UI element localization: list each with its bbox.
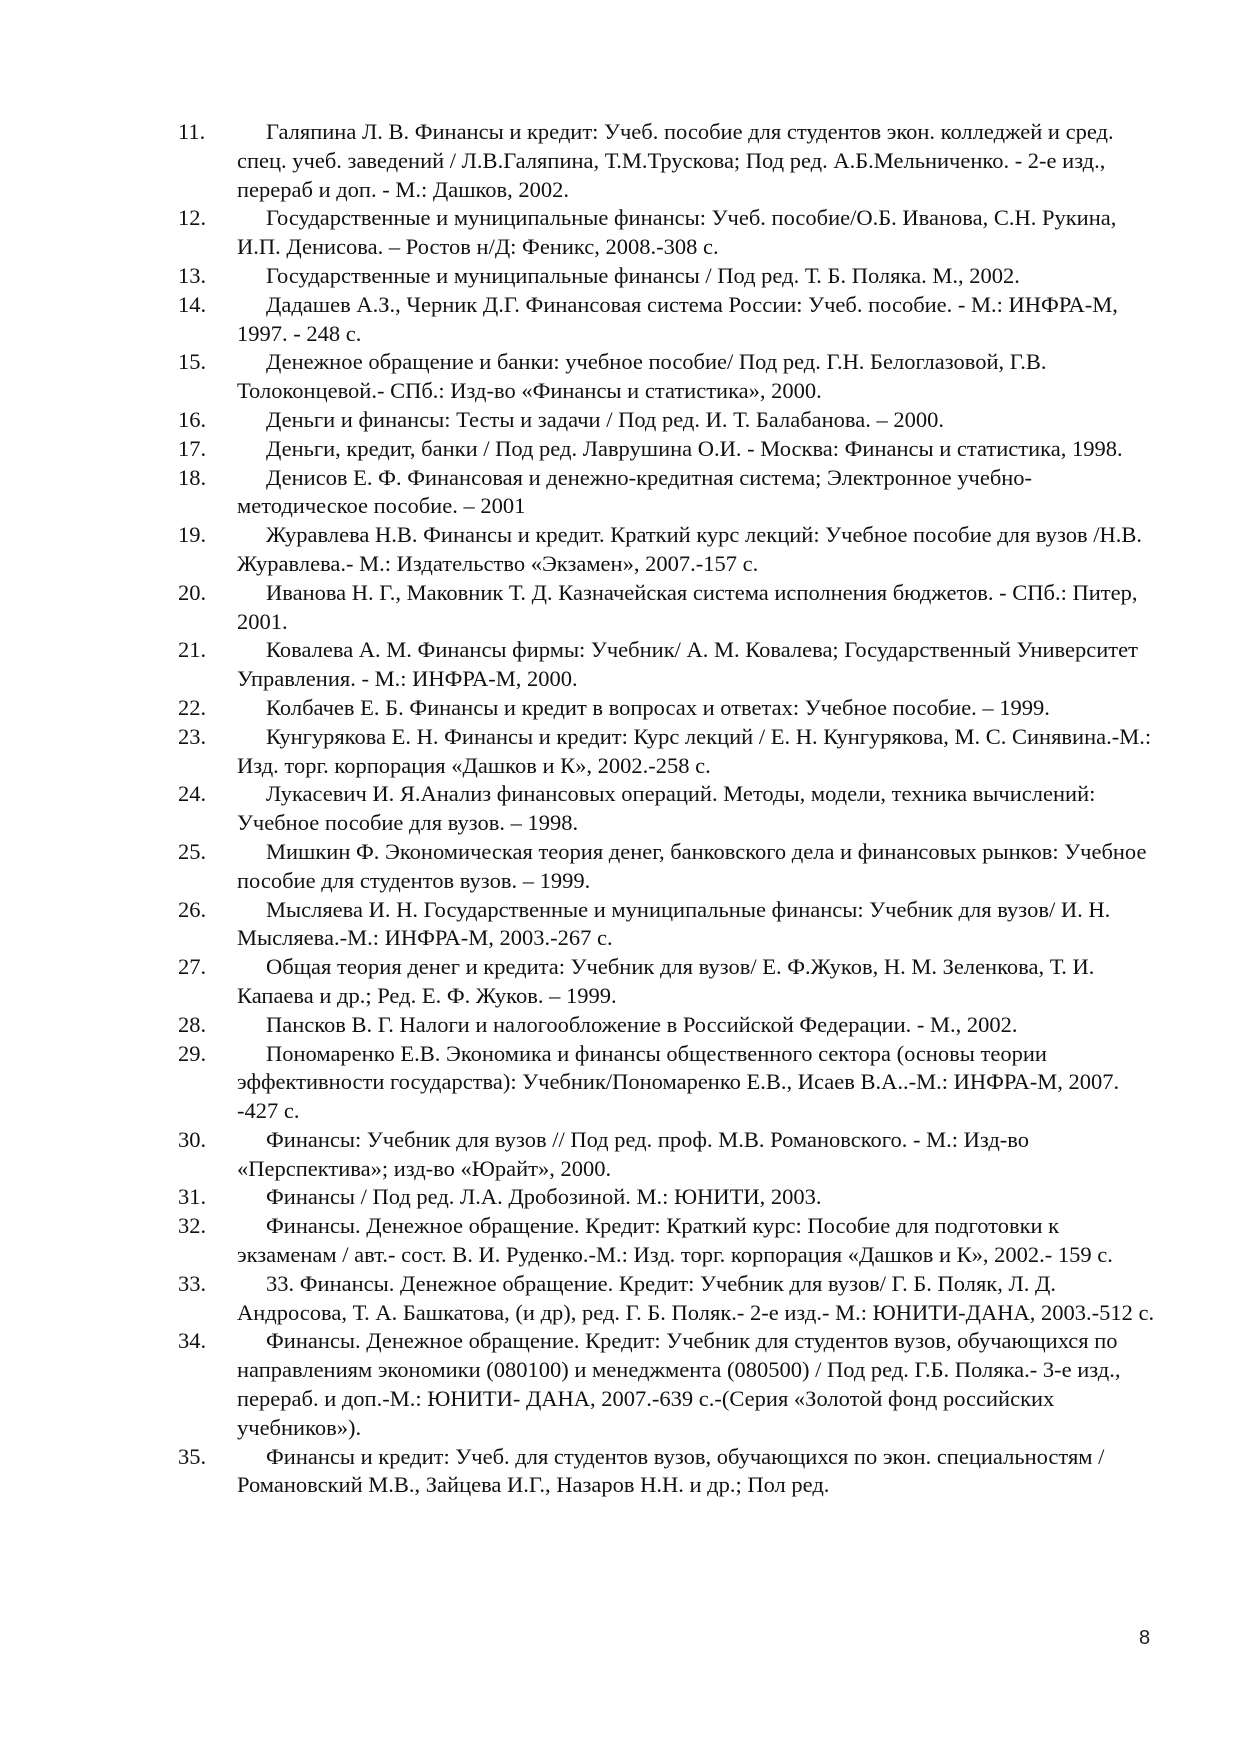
- bibliography-item: [178, 1126, 1160, 1184]
- item-text: Деньги и финансы: Тесты и задачи / Под ред. И. Т. Балабанова. – 2000.: [266, 406, 944, 432]
- bibliography-item: [178, 1212, 1160, 1270]
- item-text: Финансы. Денежное обращение. Кредит: Краткий курс: Пособие для подготовки к экзаменам / авт.- сост. В. И. Руденко.-М.: Изд. торг. корпорация «Дашков и К», 2002.- 159 с.: [237, 1213, 1113, 1268]
- bibliography-item: [178, 1270, 1160, 1328]
- item-number: 20.: [178, 579, 207, 605]
- item-number: 29.: [178, 1040, 207, 1066]
- item-text: Ковалева А. М. Финансы фирмы: Учебник/ А. М. Ковалева; Государственный Университет Управления. - М.: ИНФРА-М, 2000.: [237, 637, 1138, 692]
- item-number: 12.: [178, 205, 207, 231]
- bibliography-item: [178, 1040, 1160, 1126]
- bibliography-item: [178, 1183, 1160, 1212]
- item-number: 26.: [178, 896, 207, 922]
- item-text: Журавлева Н.В. Финансы и кредит. Краткий курс лекций: Учебное пособие для вузов /Н.В. Журавлева.- М.: Издательство «Экзамен», 2007.-157 с.: [237, 522, 1143, 576]
- item-number: 25.: [178, 838, 207, 864]
- bibliography-item: [178, 435, 1160, 464]
- item-number: 13.: [178, 262, 207, 288]
- item-text: Пансков В. Г. Налоги и налогообложение в Российской Федерации. - М., 2002.: [266, 1011, 1018, 1037]
- item-number: 28.: [178, 1011, 207, 1037]
- item-number: 16.: [178, 406, 207, 432]
- item-number: 11.: [178, 119, 206, 144]
- bibliography-item: [178, 694, 1160, 723]
- item-number: 22.: [178, 694, 207, 720]
- item-text: Лукасевич И. Я.Анализ финансовых операций. Методы, модели, техника вычислений: Учебное пособие для вузов. – 1998.: [237, 781, 1096, 836]
- bibliography-item: [178, 118, 1160, 204]
- bibliography-item: [178, 1443, 1160, 1501]
- bibliography-item: [178, 204, 1160, 262]
- item-number: 15.: [178, 349, 207, 375]
- bibliography-item: [178, 1011, 1160, 1040]
- item-number: 35.: [178, 1443, 207, 1469]
- item-number: 30.: [178, 1126, 207, 1152]
- item-number: 21.: [178, 637, 207, 663]
- item-number: 34.: [178, 1328, 207, 1354]
- bibliography-item: [178, 780, 1160, 838]
- item-text: Финансы / Под ред. Л.А. Дробозиной. М.: ЮНИТИ, 2003.: [266, 1184, 822, 1210]
- page-number: 8: [1139, 1627, 1151, 1649]
- item-number: 18.: [178, 464, 207, 490]
- item-number: 33.: [178, 1270, 207, 1296]
- item-text: Финансы и кредит: Учеб. для студентов вузов, обучающихся по экон. специальностям / Романовский М.В., Зайцева И.Г., Назаров Н.Н. и др.; Пол ред.: [237, 1443, 1105, 1498]
- item-text: Общая теория денег и кредита: Учебник для вузов/ Е. Ф.Жуков, Н. М. Зеленкова, Т. И. Капаева и др.; Ред. Е. Ф. Жуков. – 1999.: [237, 954, 1095, 1008]
- item-number: 27.: [178, 954, 207, 980]
- item-text: Государственные и муниципальные финансы / Под ред. Т. Б. Поляка. М., 2002.: [266, 262, 1020, 288]
- item-number: 14.: [178, 291, 207, 317]
- item-number: 31.: [178, 1184, 207, 1210]
- bibliography-item: [178, 291, 1160, 349]
- item-text: Финансы: Учебник для вузов // Под ред. проф. М.В. Романовского. - М.: Изд-во «Перспектива»; изд-во «Юрайт», 2000.: [237, 1126, 1029, 1181]
- bibliography-item: [178, 953, 1160, 1011]
- bibliography-item: [178, 464, 1160, 522]
- item-text: 33. Финансы. Денежное обращение. Кредит: Учебник для вузов/ Г. Б. Поляк, Л. Д. Андросова, Т. А. Башкатова, (и др), ред. Г. Б. Поляк.- 2-е изд.- М.: ЮНИТИ-ДАНА, 2003.-512 с.: [237, 1270, 1155, 1325]
- bibliography-item: [178, 1327, 1160, 1442]
- bibliography-item: [178, 838, 1160, 896]
- item-text: Мишкин Ф. Экономическая теория денег, банковского дела и финансовых рынков: Учебное пособие для студентов вузов. – 1999.: [237, 838, 1147, 893]
- item-number: 19.: [178, 522, 207, 548]
- item-text: Пономаренко Е.В. Экономика и финансы общественного сектора (основы теории эффективности государства): Учебник/Пономаренко Е.В., Исаев В.А..-М.: ИНФРА-М, 2007. -427 с.: [237, 1040, 1120, 1124]
- bibliography-item: [178, 579, 1160, 637]
- item-text: Мысляева И. Н. Государственные и муниципальные финансы: Учебник для вузов/ И. Н. Мысляева.-М.: ИНФРА-М, 2003.-267 с.: [237, 896, 1111, 951]
- bibliography-item: [178, 521, 1160, 579]
- bibliography-item: [178, 636, 1160, 694]
- item-text: Колбачев Е. Б. Финансы и кредит в вопросах и ответах: Учебное пособие. – 1999.: [266, 694, 1050, 720]
- item-number: 24.: [178, 781, 207, 807]
- bibliography-item: [178, 723, 1160, 781]
- bibliography-list: [178, 118, 1160, 1500]
- bibliography-item: [178, 262, 1160, 291]
- item-number: 23.: [178, 723, 207, 749]
- bibliography-item: [178, 896, 1160, 954]
- item-text: Кунгурякова Е. Н. Финансы и кредит: Курс лекций / Е. Н. Кунгурякова, М. С. Синявина.-М.: Изд. торг. корпорация «Дашков и К», 2002.-258 с.: [237, 723, 1152, 778]
- item-text: Деньги, кредит, банки / Под ред. Лаврушина О.И. - Москва: Финансы и статистика, 1998.: [266, 435, 1123, 461]
- item-text: Денежное обращение и банки: учебное пособие/ Под ред. Г.Н. Белоглазовой, Г.В. Толоконцевой.- СПб.: Изд-во «Финансы и статистика», 2000.: [237, 349, 1047, 404]
- item-text: Иванова Н. Г., Маковник Т. Д. Казначейская система исполнения бюджетов. - СПб.: Питер, 2001.: [237, 579, 1138, 634]
- item-text: Финансы. Денежное обращение. Кредит: Учебник для студентов вузов, обучающихся по направлениям экономики (080100) и менеджмента (080500) / Под ред. Г.Б. Поляка.- 3-е изд., перераб. и доп.-М.: ЮНИТИ- ДАНА, 2007.-639 с.-(Серия «Золотой фонд российских учебников»).: [237, 1328, 1121, 1440]
- item-number: 32.: [178, 1213, 207, 1239]
- item-text: Галяпина Л. В. Финансы и кредит: Учеб. пособие для студентов экон. колледжей и сред. спец. учеб. заведений / Л.В.Галяпина, Т.М.Трускова; Под ред. А.Б.Мельниченко. - 2-е изд., перераб и доп. - М.: Дашков, 2002.: [237, 119, 1114, 202]
- item-text: Дадашев А.З., Черник Д.Г. Финансовая система России: Учеб. пособие. - М.: ИНФРА-М, 1997. - 248 с.: [237, 291, 1118, 346]
- bibliography-item: [178, 348, 1160, 406]
- item-text: Денисов Е. Ф. Финансовая и денежно-кредитная система; Электронное учебно-методическое пособие. – 2001: [237, 464, 1033, 519]
- item-number: 17.: [178, 435, 207, 461]
- item-text: Государственные и муниципальные финансы: Учеб. пособие/О.Б. Иванова, С.Н. Рукина, И.П. Денисова. – Ростов н/Д: Феникс, 2008.-308 с.: [237, 205, 1117, 260]
- bibliography-item: [178, 406, 1160, 435]
